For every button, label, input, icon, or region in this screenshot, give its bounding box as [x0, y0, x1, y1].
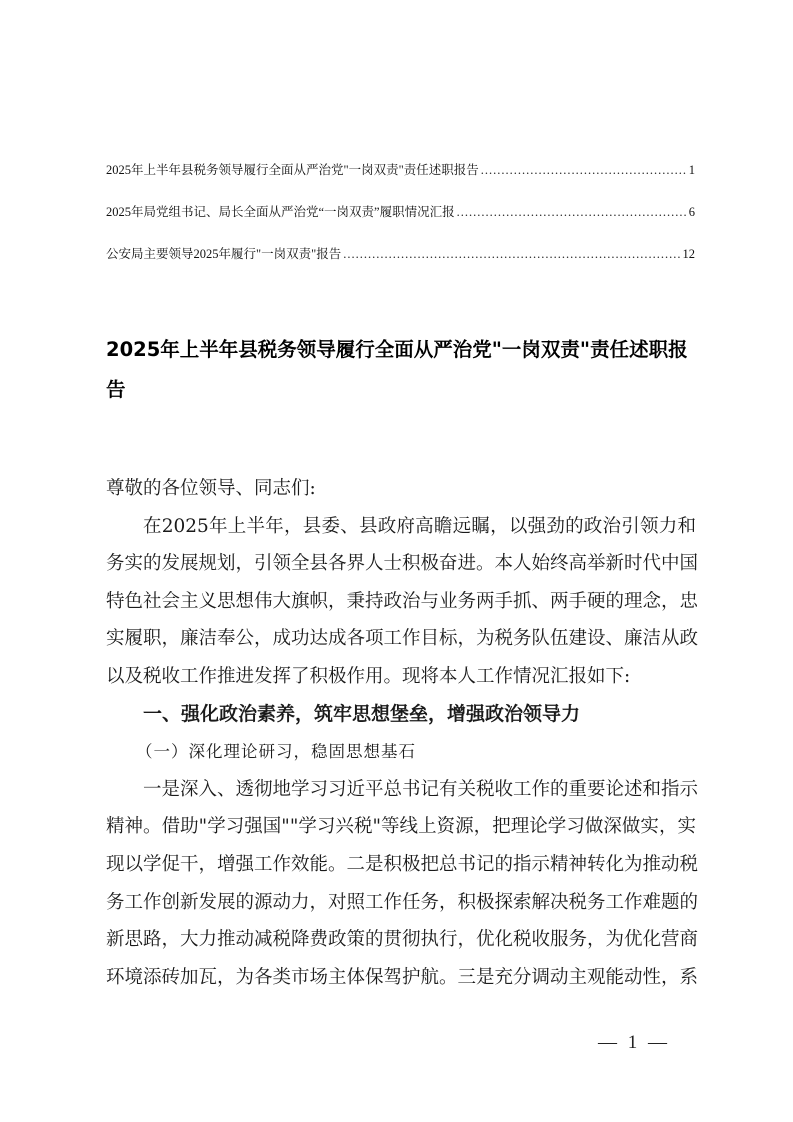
document-body: [106, 470, 699, 996]
toc-leader-dots: [457, 205, 687, 220]
document-title-line: 2025年上半年县税务领导履行全面从严治党"一岗双责"责任述职报: [106, 338, 688, 361]
toc-entry[interactable]: [106, 160, 695, 202]
paragraph-line: 实履职，廉洁奉公，成功达成各项工作目标，为税务队伍建设、廉洁从政: [106, 628, 699, 650]
toc-entry-page: 6: [688, 205, 695, 219]
paragraph-line: 现以学促干，增强工作效能。二是积极把总书记的指示精神转化为推动税: [106, 853, 699, 875]
toc-entry-page: 1: [688, 163, 695, 177]
paragraph-line: 特色社会主义思想伟大旗帜，秉持政治与业务两手抓、两手硬的理念，忠: [106, 590, 699, 612]
paragraph-line: 在2025年上半年，县委、县政府高瞻远瞩，以强劲的政治引领力和: [143, 515, 696, 537]
page-number: — 1 —: [598, 1032, 667, 1053]
toc-entry-title: 2025年上半年县税务领导履行全面从严治党"一岗双责"责任述职报告: [106, 163, 479, 177]
section-heading: 一、强化政治素养，筑牢思想堡垒，增强政治领导力: [143, 702, 581, 725]
salutation: 尊敬的各位领导、同志们:: [106, 478, 316, 499]
paragraph-line: 一是深入、透彻地学习习近平总书记有关税收工作的重要论述和指示: [143, 778, 699, 800]
paragraph-line: 新思路，大力推动减税降费政策的贯彻执行，优化税收服务，为优化营商: [106, 929, 699, 951]
paragraph-line: 精神。借助"学习强国""学习兴税"等线上资源，把理论学习做深做实，实: [106, 816, 696, 838]
toc-leader-dots: [343, 247, 680, 262]
toc-entry-title: 2025年局党组书记、局长全面从严治党“一岗双责”履职情况汇报: [106, 205, 455, 219]
document-title: [106, 330, 706, 410]
toc-entry[interactable]: [106, 244, 695, 286]
toc-entry[interactable]: [106, 202, 695, 244]
paragraph-line: 环境添砖加瓦，为各类市场主体保驾护航。三是充分调动主观能动性，系: [106, 966, 699, 988]
toc-entry-page: 12: [682, 247, 695, 261]
paragraph-line: 务工作创新发展的源动力，对照工作任务，积极探索解决税务工作难题的: [106, 891, 699, 913]
toc-entry-title: 公安局主要领导2025年履行"一岗双责"报告: [106, 247, 342, 261]
paragraph-line: 务实的发展规划，引领全县各界人士积极奋进。本人始终高举新时代中国: [106, 553, 699, 575]
subsection-heading: （一）深化理论研习，稳固思想基石: [136, 742, 416, 762]
paragraph-line: 以及税收工作推进发挥了积极作用。现将本人工作情况汇报如下:: [106, 665, 631, 687]
table-of-contents: [106, 160, 695, 286]
toc-leader-dots: [481, 163, 687, 178]
document-title-line: 告: [106, 378, 126, 401]
